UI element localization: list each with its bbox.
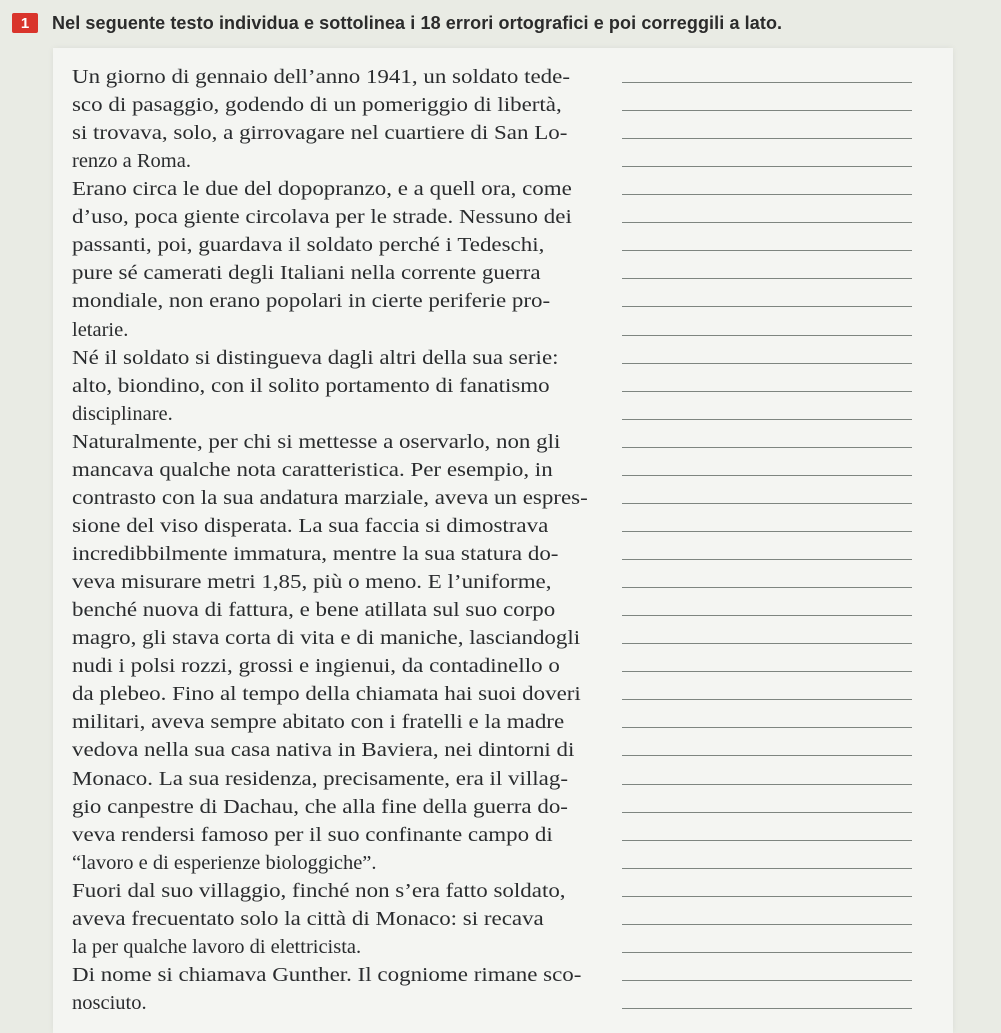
text-line: veva rendersi famoso per il suo confinante campo di [72,823,553,846]
text-line: d’uso, poca giente circolava per le strade. Nessuno dei [72,206,572,229]
text-line: Di nome si chiamava Gunther. Il cogniome rimane sco- [72,963,582,986]
text-line: sione del viso disperata. La sua faccia si dimostrava [72,514,549,537]
text-line: alto, biondino, con il solito portamento di fanatismo [72,374,550,397]
text-line: pure sé camerati degli Italiani nella corrente guerra [72,262,541,285]
correction-answer-line[interactable] [622,335,912,336]
text-line: gio canpestre di Dachau, che alla fine della guerra do- [72,795,568,818]
correction-answer-line[interactable] [622,419,912,420]
text-line: contrasto con la sua andatura marziale, aveva un espres- [72,486,588,509]
text-line: mancava qualche nota caratteristica. Per esempio, in [72,458,553,481]
text-line: mondiale, non erano popolari in cierte periferie pro- [72,290,551,313]
correction-answer-line[interactable] [622,868,912,869]
correction-answer-line[interactable] [622,475,912,476]
correction-answer-line[interactable] [622,278,912,279]
correction-answer-line[interactable] [622,110,912,111]
correction-answer-line[interactable] [622,727,912,728]
text-line: “lavoro e di esperienze biologgiche”. [72,851,377,874]
correction-answer-line[interactable] [622,952,912,953]
correction-answer-line[interactable] [622,306,912,307]
text-line: si trovava, solo, a girrovagare nel cuartiere di San Lo- [72,122,568,145]
correction-answer-line[interactable] [622,250,912,251]
text-line: Naturalmente, per chi si mettesse a oservarlo, non gli [72,430,561,453]
correction-answer-line[interactable] [622,503,912,504]
correction-answer-line[interactable] [622,699,912,700]
correction-answer-line[interactable] [622,531,912,532]
correction-answer-line[interactable] [622,82,912,83]
correction-answer-line[interactable] [622,559,912,560]
text-line: Monaco. La sua residenza, precisamente, era il villag- [72,767,568,790]
text-line: la per qualche lavoro di elettricista. [72,935,362,958]
text-line: nudi i polsi rozzi, grossi e ingienui, da contadinello o [72,655,560,678]
correction-answer-line[interactable] [622,671,912,672]
correction-answer-line[interactable] [622,896,912,897]
correction-answer-line[interactable] [622,391,912,392]
correction-answer-line[interactable] [622,1008,912,1009]
exercise-header [12,8,992,38]
text-line: benché nuova di fattura, e bene atillata sul suo corpo [72,599,556,622]
text-line: incredibbilmente immatura, mentre la sua statura do- [72,543,559,566]
correction-answer-line[interactable] [622,587,912,588]
correction-answer-line[interactable] [622,166,912,167]
correction-answer-line[interactable] [622,784,912,785]
text-line: Erano circa le due del dopopranzo, e a quell ora, come [72,178,572,201]
text-line: vedova nella sua casa nativa in Baviera, nei dintorni di [72,739,575,762]
correction-answer-line[interactable] [622,755,912,756]
text-line: letarie. [72,318,129,341]
exercise-number-badge: 1 [12,13,38,33]
correction-answer-line[interactable] [622,840,912,841]
correction-answer-line[interactable] [622,980,912,981]
text-line: Fuori dal suo villaggio, finché non s’era fatto soldato, [72,879,566,902]
text-line: passanti, poi, guardava il soldato perché i Tedeschi, [72,234,545,257]
text-line: aveva frecuentato solo la città di Monaco: si recava [72,907,544,930]
text-line: Né il soldato si distingueva dagli altri della sua serie: [72,346,559,369]
text-line: da plebeo. Fino al tempo della chiamata hai suoi doveri [72,683,581,706]
correction-answer-line[interactable] [622,363,912,364]
correction-answer-line[interactable] [622,615,912,616]
correction-answer-line[interactable] [622,222,912,223]
text-line: sco di pasaggio, godendo di un pomeriggio di libertà, [72,94,562,117]
text-line: Un giorno di gennaio dell’anno 1941, un soldato tede- [72,66,571,88]
correction-answer-line[interactable] [622,194,912,195]
correction-answer-line[interactable] [622,643,912,644]
correction-answer-line[interactable] [622,924,912,925]
text-line: renzo a Roma. [72,150,191,173]
text-line: nosciuto. [72,991,147,1014]
correction-answer-line[interactable] [622,812,912,813]
correction-answer-line[interactable] [622,447,912,448]
correction-answer-line[interactable] [622,138,912,139]
text-line: veva misurare metri 1,85, più o meno. E l’uniforme, [72,571,552,594]
text-line: disciplinare. [72,402,173,425]
exercise-instruction: Nel seguente testo individua e sottolinea i 18 errori ortografici e poi correggili a lato. [52,12,783,33]
text-line: magro, gli stava corta di vita e di maniche, lasciandogli [72,627,581,650]
text-line: militari, aveva sempre abitato con i fratelli e la madre [72,711,565,734]
